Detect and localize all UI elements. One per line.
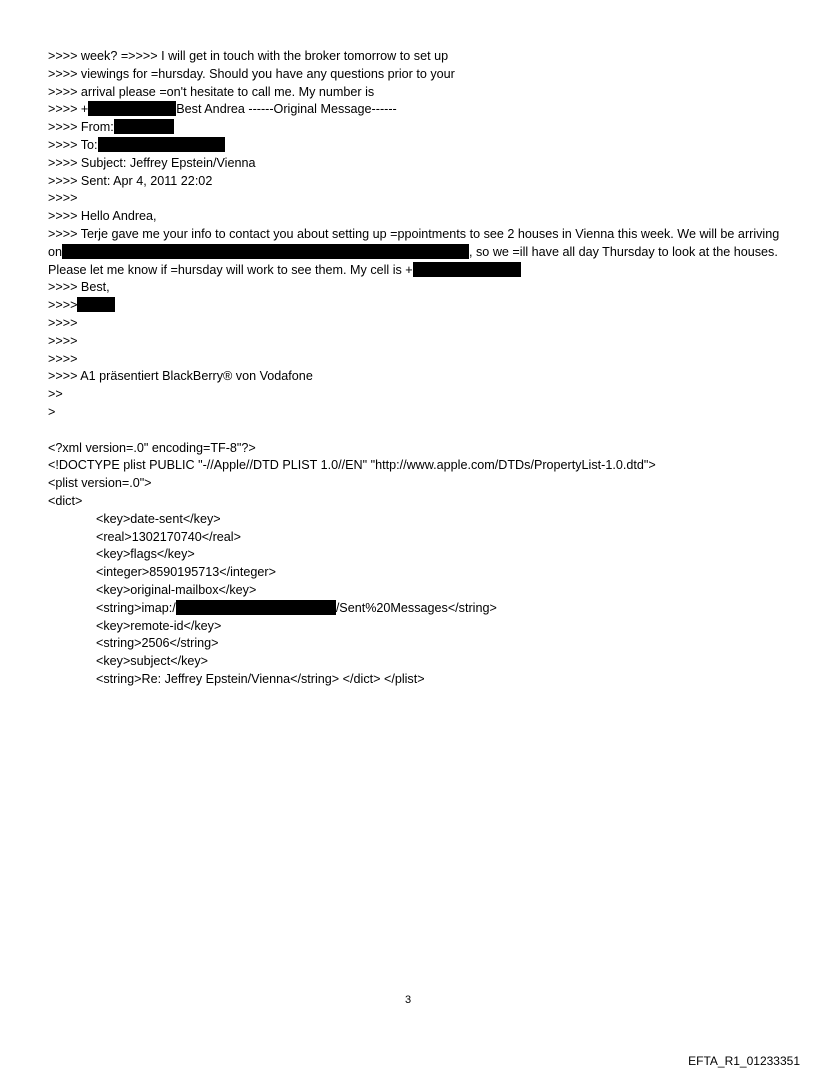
email-line-from (48, 119, 788, 137)
plist-line: <key>original-mailbox</key> (96, 582, 257, 597)
email-line: >>>> (48, 351, 78, 366)
plist-line: <!DOCTYPE plist PUBLIC "-//Apple//DTD PLIST 1.0//EN" "http://www.apple.com/DTDs/PropertyList-1.0.dtd"> (48, 458, 656, 473)
email-line: >> (48, 387, 63, 402)
email-paragraph (48, 226, 788, 279)
line-suffix: /Sent%20Messages</string> (335, 600, 497, 615)
email-line-subject: >>>> Subject: Jeffrey Epstein/Vienna (48, 155, 256, 170)
email-line: >>>> A1 präsentiert BlackBerry® von Vodafone (48, 369, 313, 384)
plist-line: <?xml version=.0" encoding=TF-8"?> (48, 440, 256, 455)
email-line: >>>> (48, 333, 78, 348)
email-line: >>>> viewings for =hursday. Should you have any questions prior to your (48, 66, 455, 81)
plist-line: <string>Re: Jeffrey Epstein/Vienna</string> </dict> </plist> (96, 671, 425, 686)
email-line-phone (48, 101, 788, 119)
redaction-box (88, 101, 176, 116)
document-id: EFTA_R1_01233351 (688, 1054, 800, 1068)
line-prefix: >>>> (48, 298, 78, 313)
plist-line: <real>1302170740</real> (96, 529, 241, 544)
plist-line: <dict> (48, 493, 83, 508)
email-line: >>>> (48, 191, 78, 206)
email-line-to (48, 137, 788, 155)
redaction-box (77, 297, 115, 312)
redaction-box (176, 600, 336, 615)
line-prefix: >>>> To: (48, 137, 98, 152)
plist-line-mailbox (48, 600, 788, 618)
blank-line (48, 422, 788, 440)
paragraph-part: , so we =ill have all day Thursday to look at the houses. Please let me know if =hursday will work to see them. My cell is + (48, 244, 778, 277)
email-line: >>>> Best, (48, 280, 110, 295)
email-line: > (48, 404, 56, 419)
plist-line: <key>remote-id</key> (96, 618, 222, 633)
email-line: >>>> (48, 315, 78, 330)
line-prefix: >>>> + (48, 102, 89, 117)
page-number: 3 (404, 994, 412, 1006)
redaction-box (62, 244, 469, 259)
redaction-box (114, 119, 174, 134)
plist-line: <key>flags</key> (96, 547, 195, 562)
line-prefix: <string>imap:/ (96, 600, 176, 615)
plist-line: <string>2506</string> (96, 636, 219, 651)
email-body (48, 48, 788, 689)
email-line: >>>> arrival please =on't hesitate to call me. My number is (48, 84, 375, 99)
email-line: >>>> week? =>>>> I will get in touch with the broker tomorrow to set up (48, 49, 449, 63)
plist-line: <key>date-sent</key> (96, 511, 221, 526)
email-line-sent: >>>> Sent: Apr 4, 2011 22:02 (48, 173, 213, 188)
line-suffix: Best Andrea ------Original Message------ (176, 102, 397, 117)
plist-line: <plist version=.0"> (48, 476, 152, 491)
paragraph-part: >>>> Terje gave me your info to contact you about setting up =ppointments to see 2 houses in Vienna this week. We will be arriving on (48, 226, 780, 259)
plist-line: <integer>8590195713</integer> (96, 565, 276, 580)
redaction-box (98, 137, 225, 152)
line-prefix: >>>> From: (48, 120, 114, 135)
email-line: >>>> Hello Andrea, (48, 209, 157, 224)
redaction-box (413, 262, 521, 277)
email-line-signature (48, 297, 788, 315)
plist-line: <key>subject</key> (96, 654, 209, 669)
